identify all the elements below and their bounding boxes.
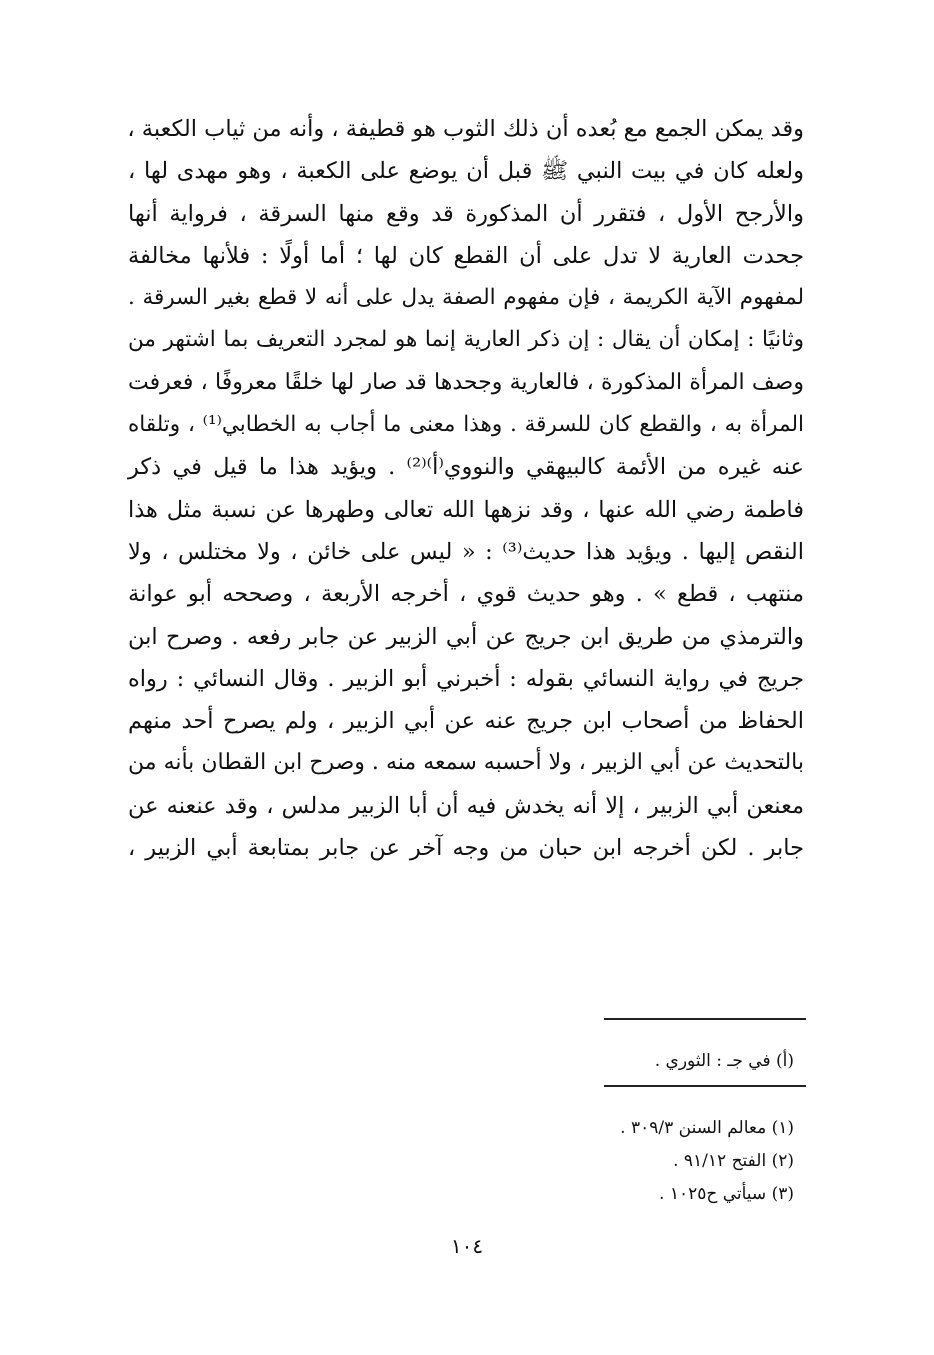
footnote-separator-bottom — [604, 1085, 806, 1087]
page-number: ١٠٤ — [450, 1234, 484, 1258]
text-line: وصف المرأة المذكورة ، فالعارية وجحدها قد صار لها خلقًا معروفًا ، فعرفت — [128, 369, 804, 395]
text-line: جريج في رواية النسائي بقوله : أخبرني أبو الزبير . وقال النسائي : رواه — [128, 665, 804, 692]
footnote-3: (٣) سيأتي ح١٠٢٥ . — [659, 1184, 794, 1204]
text-line: جابر . لكن أخرجه ابن حبان من وجه آخر عن جابر بمتابعة أبي الزبير ، — [128, 835, 804, 862]
text-line: جحدت العارية لا تدل على أن القطع كان لها ؛ أما أولًا : فلأنها مخالفة — [128, 242, 804, 269]
text-line: فاطمة رضي الله عنها ، وقد نزهها الله تعالى وطهرها عن نسبة مثل هذا — [128, 496, 804, 523]
text-line: منتهب ، قطع » . وهو حديث قوي ، أخرجه الأربعة ، وصححه أبو عوانة — [128, 581, 804, 608]
text-line: المرأة به ، والقطع كان للسرقة . وهذا معنى ما أجاب به الخطابي⁽¹⁾ ، وتلقاه — [128, 412, 804, 438]
text-line: وقد يمكن الجمع مع بُعده أن ذلك الثوب هو قطيفة ، وأنه من ثياب الكعبة ، — [127, 116, 804, 142]
footnote-1: (١) معالم السنن ٣٠٩/٣ . — [620, 1118, 794, 1138]
main-text-block — [128, 108, 804, 869]
text-line: عنه غيره من الأئمة كالبيهقي والنووي⁽أ⁾⁽²⁾ . ويؤيد هذا ما قيل في ذكر — [128, 454, 804, 481]
text-line: ولعله كان في بيت النبي ﷺ قبل أن يوضع على الكعبة ، وهو مهدى لها ، — [128, 158, 804, 185]
text-line: لمفهوم الآية الكريمة ، فإن مفهوم الصفة يدل على أنه لا قطع بغير السرقة . — [128, 285, 804, 311]
footnote-separator-top — [604, 1018, 806, 1020]
text-line: وثانيًا : إمكان أن يقال : إن ذكر العارية إنما هو لمجرد التعريف بما اشتهر من — [128, 327, 804, 353]
footnote-2: (٢) الفتح ٩١/١٢ . — [673, 1151, 794, 1171]
text-line: معنعن أبي الزبير ، إلا أنه يخدش فيه أن أبا الزبير مدلس ، وقد عنعنه عن — [128, 792, 804, 819]
text-line: الحفاظ من أصحاب ابن جريج عنه عن أبي الزبير ، ولم يصرح أحد منهم — [128, 708, 804, 735]
text-line: والترمذي من طريق ابن جريج عن أبي الزبير عن جابر رفعه . وصرح ابن — [128, 623, 804, 650]
text-line: بالتحديث عن أبي الزبير ، ولا أحسبه سمعه منه . وصرح ابن القطان بأنه من — [128, 750, 804, 776]
variant-note: (أ) في جـ : الثوري . — [654, 1051, 794, 1071]
text-line: النقص إليها . ويؤيد هذا حديث⁽³⁾ : « ليس على خائن ، ولا مختلس ، ولا — [128, 538, 804, 565]
text-line: والأرجح الأول ، فتقرر أن المذكورة قد وقع منها السرقة ، فرواية أنها — [128, 200, 804, 227]
